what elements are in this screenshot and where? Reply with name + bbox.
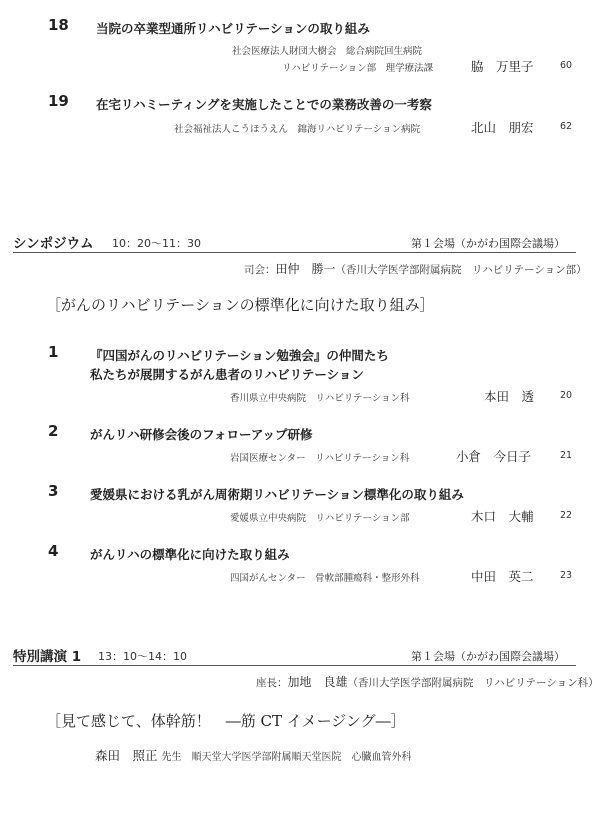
item-page: 23 xyxy=(560,570,573,581)
item-page: 20 xyxy=(560,390,573,401)
section-title: 特別講演 1 xyxy=(13,649,82,665)
theme-bracket-close: ］ xyxy=(390,712,406,730)
item-number: 4 xyxy=(48,542,59,560)
item-author: 小倉 今日子 xyxy=(456,449,532,464)
section-divider xyxy=(13,252,576,253)
item-number: 1 xyxy=(48,343,59,361)
speaker-name: 森田 照正 xyxy=(95,748,158,763)
item-number: 2 xyxy=(48,422,59,440)
chair-line xyxy=(256,673,599,690)
chair-line xyxy=(244,260,587,277)
theme-text: がんのリハビリテーションの標準化に向けた取り組み xyxy=(61,296,420,314)
item-affiliation: 香川県立中央病院 リハビリテーション科 xyxy=(230,393,410,404)
item-title: 在宅リハミーティングを実施したことでの業務改善の一考察 xyxy=(96,97,432,112)
item-number: 3 xyxy=(48,482,59,500)
item-subtitle: 私たちが展開するがん患者のリハビリテーション xyxy=(90,367,364,382)
speaker-honorific: 先生 xyxy=(161,752,182,763)
item-page: 60 xyxy=(560,60,573,71)
speaker-affiliation: 順天堂大学医学部附属順天堂医院 心臓血管外科 xyxy=(191,752,412,763)
chair-prefix: 座長： xyxy=(256,677,288,689)
item-title: 当院の卒業型通所リハビリテーションの取り組み xyxy=(96,21,370,36)
item-affiliation: 愛媛県立中央病院 リハビリテーション部 xyxy=(230,513,410,524)
item-author: 北山 朋宏 xyxy=(471,120,534,135)
item-title: 愛媛県における乳がん周術期リハビリテーション標準化の取り組み xyxy=(90,487,464,502)
item-author: 中田 英二 xyxy=(471,569,534,584)
item-author: 本田 透 xyxy=(484,389,535,404)
theme-text: 見て感じて、体幹筋！ ―筋 CT イメージング― xyxy=(61,712,391,730)
item-page: 22 xyxy=(560,510,573,521)
session-theme xyxy=(46,294,435,315)
theme-bracket-open: ［ xyxy=(46,296,62,314)
item-title: 『四国がんのリハビリテーション勉強会』の仲間たち xyxy=(90,348,389,363)
item-number: 18 xyxy=(48,16,69,34)
section-venue: 第１会場（かがわ国際会議場） xyxy=(411,650,565,663)
item-page: 62 xyxy=(560,121,573,132)
section-divider xyxy=(13,665,576,666)
item-page: 21 xyxy=(560,450,573,461)
chair-name: 田仲 勝一 xyxy=(275,262,336,276)
speaker-line xyxy=(95,746,411,764)
item-title: がんリハ研修会後のフォローアップ研修 xyxy=(90,427,313,442)
section-time: 13：10～14：10 xyxy=(98,650,187,663)
item-affiliation: 四国がんセンター 骨軟部腫瘍科・整形外科 xyxy=(230,573,420,584)
chair-affiliation: （香川大学医学部附属病院 リハビリテーション部） xyxy=(335,264,587,276)
chair-prefix: 司会： xyxy=(244,264,276,276)
section-time: 10：20～11：30 xyxy=(112,237,201,250)
theme-bracket-open: ［ xyxy=(46,712,62,730)
chair-affiliation: （香川大学医学部附属病院 リハビリテーション科） xyxy=(347,677,599,689)
item-affiliation-dept: リハビリテーション部 理学療法課 xyxy=(282,63,434,74)
item-affiliation: 社会福祉法人こうほうえん 錦海リハビリテーション病院 xyxy=(174,124,421,135)
section-venue: 第１会場（かがわ国際会議場） xyxy=(411,237,565,250)
chair-name: 加地 良雄 xyxy=(287,675,348,689)
theme-bracket-close: ］ xyxy=(419,296,435,314)
item-number: 19 xyxy=(48,92,69,110)
item-author: 脇 万里子 xyxy=(471,59,534,74)
section-title: シンポジウム xyxy=(13,236,94,252)
item-author: 木口 大輔 xyxy=(471,509,534,524)
session-theme xyxy=(46,710,406,731)
item-affiliation: 社会医療法人財団大樹会 総合病院回生病院 xyxy=(232,46,423,57)
item-title: がんリハの標準化に向けた取り組み xyxy=(90,547,290,562)
item-affiliation: 岩国医療センター リハビリテーション科 xyxy=(230,453,410,464)
